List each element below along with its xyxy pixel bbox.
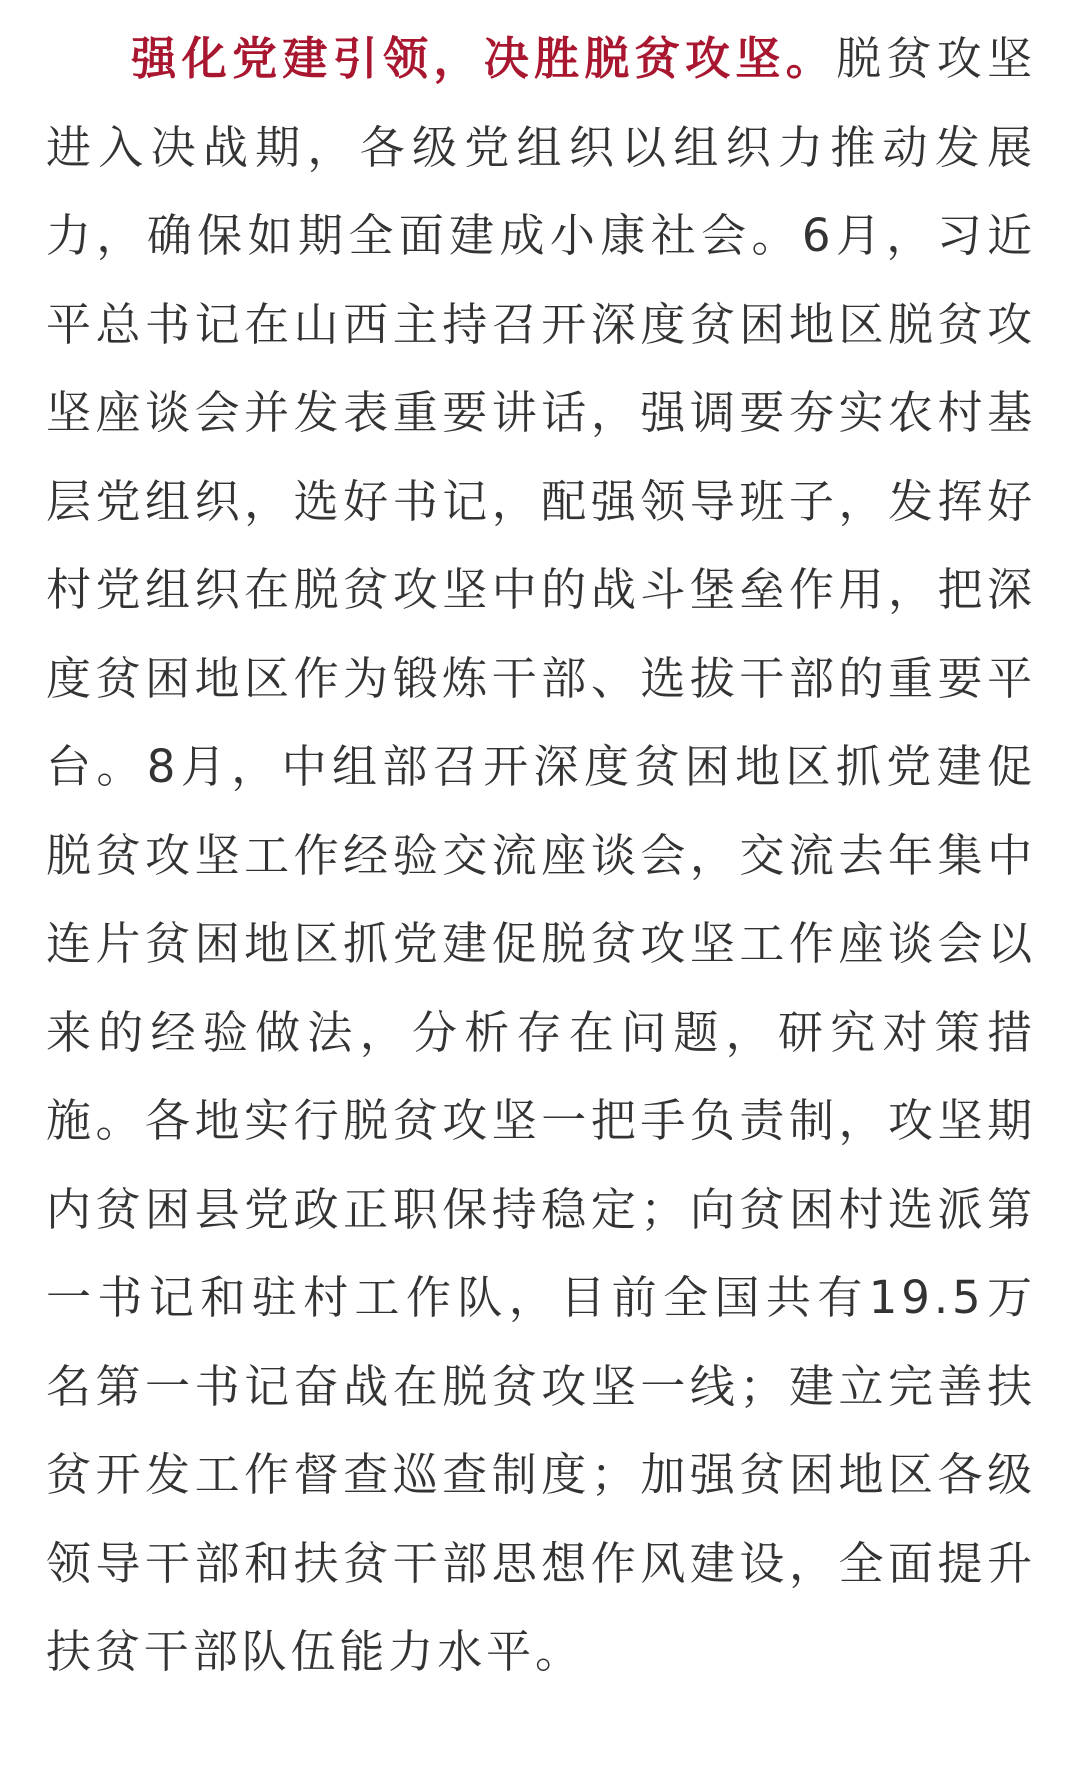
lead-sentence: 强化党建引领，决胜脱贫攻坚。 — [130, 32, 837, 85]
body-text: 脱贫攻坚进入决战期，各级党组织以组织力推动发展力，确保如期全面建成小康社会。6月，习近平总书记在山西主持召开深度贫困地区脱贫攻坚座谈会并发表重要讲话，强调要夯实农村基层党组织，选好书记，配强领导班子，发挥好村党组织在脱贫攻坚中的战斗堡垒作用，把深度贫困地区作为锻炼干部、选拔干部的重要平台。8月，中组部召开深度贫困地区抓党建促脱贫攻坚工作经验交流座谈会，交流去年集中连片贫困地区抓党建促脱贫攻坚工作座谈会以来的经验做法，分析存在问题，研究对策措施。各地实行脱贫攻坚一把手负责制，攻坚期内贫困县党政正职保持稳定；向贫困村选派第一书记和驻村工作队，目前全国共有19.5万名第一书记奋战在脱贫攻坚一线；建立完善扶贫开发工作督查巡查制度；加强贫困地区各级领导干部和扶贫干部思想作风建设，全面提升扶贫干部队伍能力水平。 — [46, 32, 1036, 1678]
article-paragraph — [46, 15, 1036, 1697]
